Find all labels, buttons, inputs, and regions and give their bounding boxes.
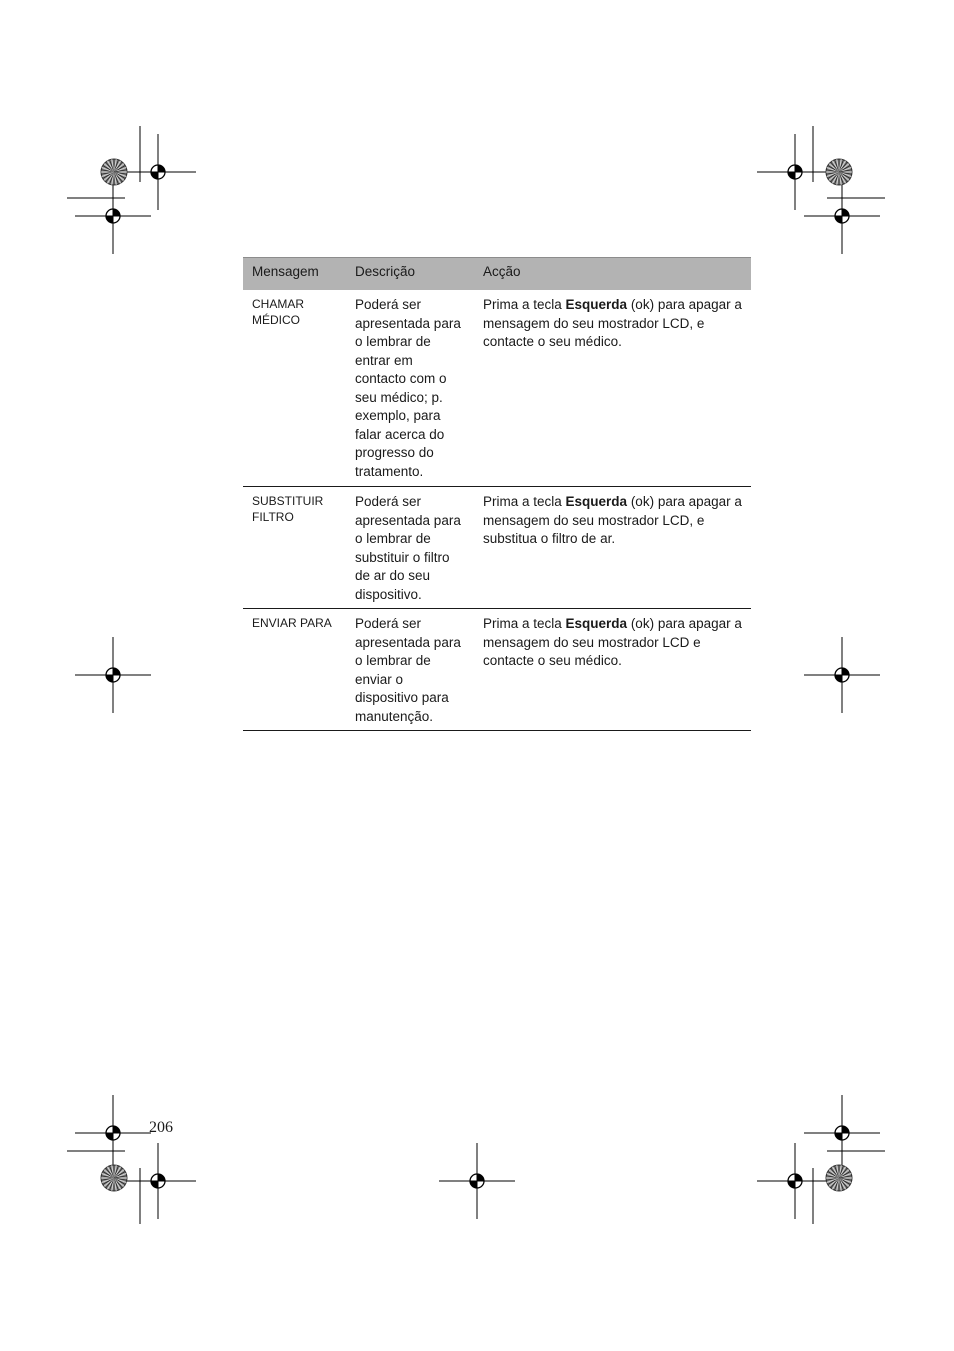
row-action: Prima a tecla Esquerda (ok) para apagar a mensagem do seu mostrador LCD, e substitua o filtro de ar.	[483, 494, 742, 546]
row-message: CHAMAR MÉDICO	[252, 297, 305, 327]
crosshair-mark	[757, 1143, 833, 1219]
row-description: Poderá ser apresentada para o lembrar de entrar em contacto com o seu médico; p. exemplo, para falar acerca do progresso do tratamento.	[355, 297, 461, 479]
crosshair-mark	[804, 178, 880, 254]
row-message: SUBSTITUIR FILTRO	[252, 494, 324, 524]
header-descricao: Descrição	[355, 264, 416, 279]
row-description: Poderá ser apresentada para o lembrar de substituir o filtro de ar do seu dispositivo.	[355, 494, 461, 602]
crosshair-mark	[75, 1095, 151, 1171]
color-registration-mark	[826, 159, 852, 185]
crosshair-mark	[804, 637, 880, 713]
color-registration-mark	[101, 1165, 127, 1191]
table-row	[243, 290, 751, 487]
header-mensagem: Mensagem	[252, 264, 319, 279]
crosshair-mark	[439, 1143, 515, 1219]
row-action: Prima a tecla Esquerda (ok) para apagar a mensagem do seu mostrador LCD e contacte o seu médico.	[483, 616, 742, 668]
crosshair-mark	[75, 637, 151, 713]
row-message: ENVIAR PARA	[252, 616, 332, 630]
crosshair-mark	[120, 134, 196, 210]
page-number: 206	[149, 1119, 173, 1136]
color-registration-mark	[826, 1165, 852, 1191]
table-row	[243, 609, 751, 731]
row-action: Prima a tecla Esquerda (ok) para apagar a mensagem do seu mostrador LCD, e contacte o seu médico.	[483, 297, 742, 349]
table-row	[243, 487, 751, 609]
crosshair-mark	[804, 1095, 880, 1171]
crosshair-mark	[120, 1143, 196, 1219]
row-description: Poderá ser apresentada para o lembrar de enviar o dispositivo para manutenção.	[355, 616, 461, 724]
messages-table	[243, 257, 751, 731]
table-header-row	[243, 257, 751, 290]
color-registration-mark	[101, 159, 127, 185]
header-accao: Acção	[483, 264, 521, 279]
crosshair-mark	[757, 134, 833, 210]
crosshair-mark	[75, 178, 151, 254]
